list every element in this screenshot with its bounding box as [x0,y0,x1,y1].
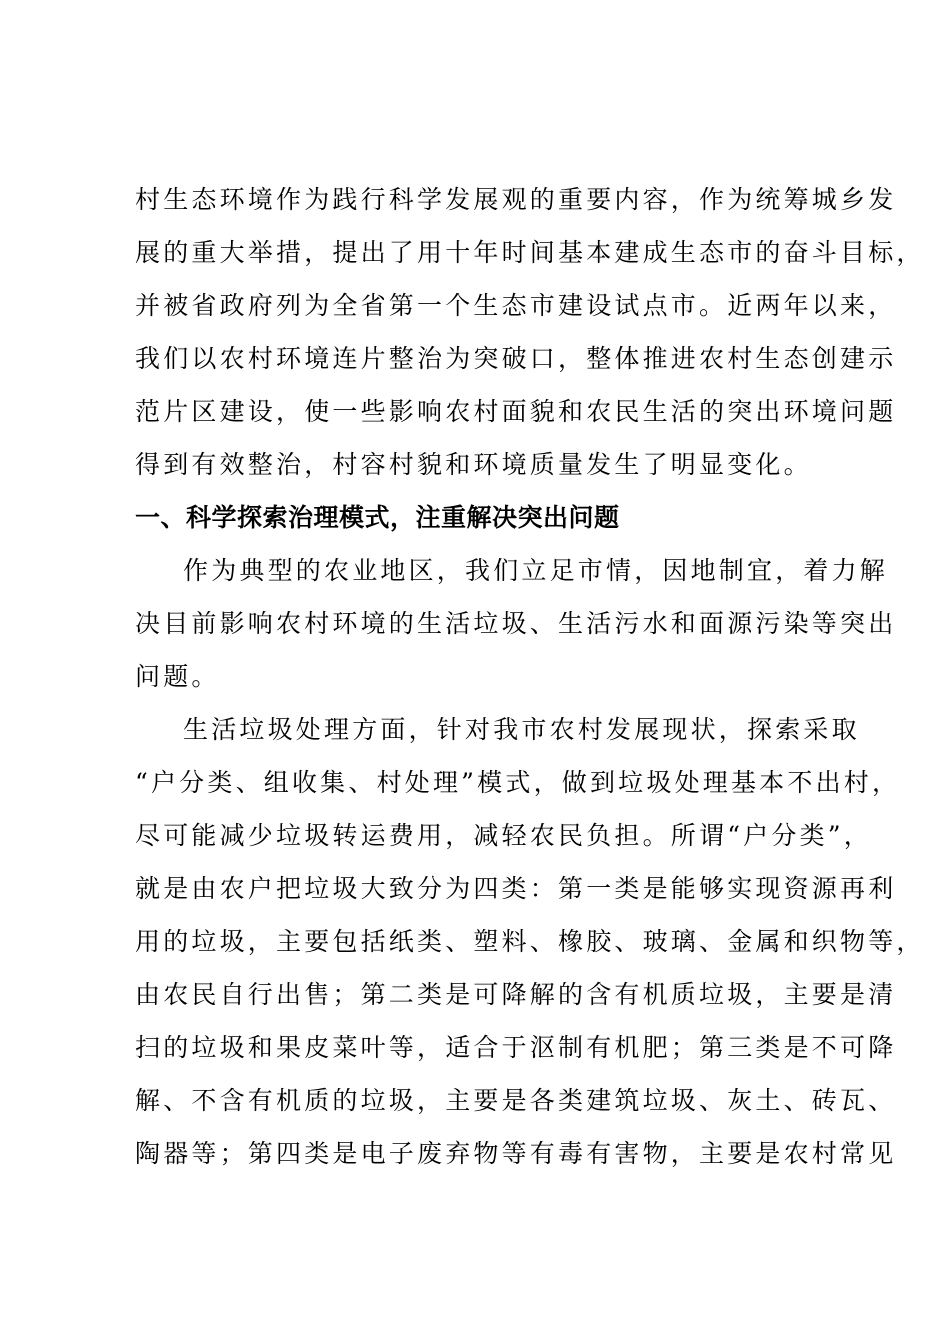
paragraph-line: 范片区建设，使一些影响农村面貌和农民生活的突出环境问题 [135,397,897,426]
paragraph-line: 得到有效整治，村容村貌和环境质量发生了明显变化。 [135,450,812,479]
paragraph-line: 问题。 [135,662,220,691]
paragraph-line: 作为典型的农业地区，我们立足市情，因地制宜，着力解 [183,556,889,585]
paragraph-line: 展的重大举措，提出了用十年时间基本建成生态市的奋斗目标， [135,238,925,267]
paragraph-line: 村生态环境作为践行科学发展观的重要内容，作为统筹城乡发 [135,185,897,214]
paragraph-line: 由农民自行出售；第二类是可降解的含有机质垃圾，主要是清 [135,980,897,1009]
paragraph-line: 并被省政府列为全省第一个生态市建设试点市。近两年以来， [135,291,897,320]
paragraph-line: 用的垃圾，主要包括纸类、塑料、橡胶、玻璃、金属和织物等， [135,927,925,956]
paragraph-line: 陶器等；第四类是电子废弃物等有毒有害物，主要是农村常见 [135,1139,897,1168]
paragraph-line: 扫的垃圾和果皮菜叶等，适合于沤制有机肥；第三类是不可降 [135,1033,897,1062]
paragraph-line: 我们以农村环境连片整治为突破口，整体推进农村生态创建示 [135,344,897,373]
paragraph-line: “户分类、组收集、村处理”模式，做到垃圾处理基本不出村， [135,768,901,797]
paragraph-line: 就是由农户把垃圾大致分为四类：第一类是能够实现资源再利 [135,874,897,903]
section-heading: 一、科学探索治理模式，注重解决突出问题 [135,503,620,532]
paragraph-line: 尽可能减少垃圾转运费用，减轻农民负担。所谓“户分类”， [135,821,872,850]
paragraph-line: 决目前影响农村环境的生活垃圾、生活污水和面源污染等突出 [135,609,897,638]
paragraph-line: 解、不含有机质的垃圾，主要是各类建筑垃圾、灰土、砖瓦、 [135,1086,897,1115]
paragraph-line: 生活垃圾处理方面，针对我市农村发展现状，探索采取 [183,715,860,744]
